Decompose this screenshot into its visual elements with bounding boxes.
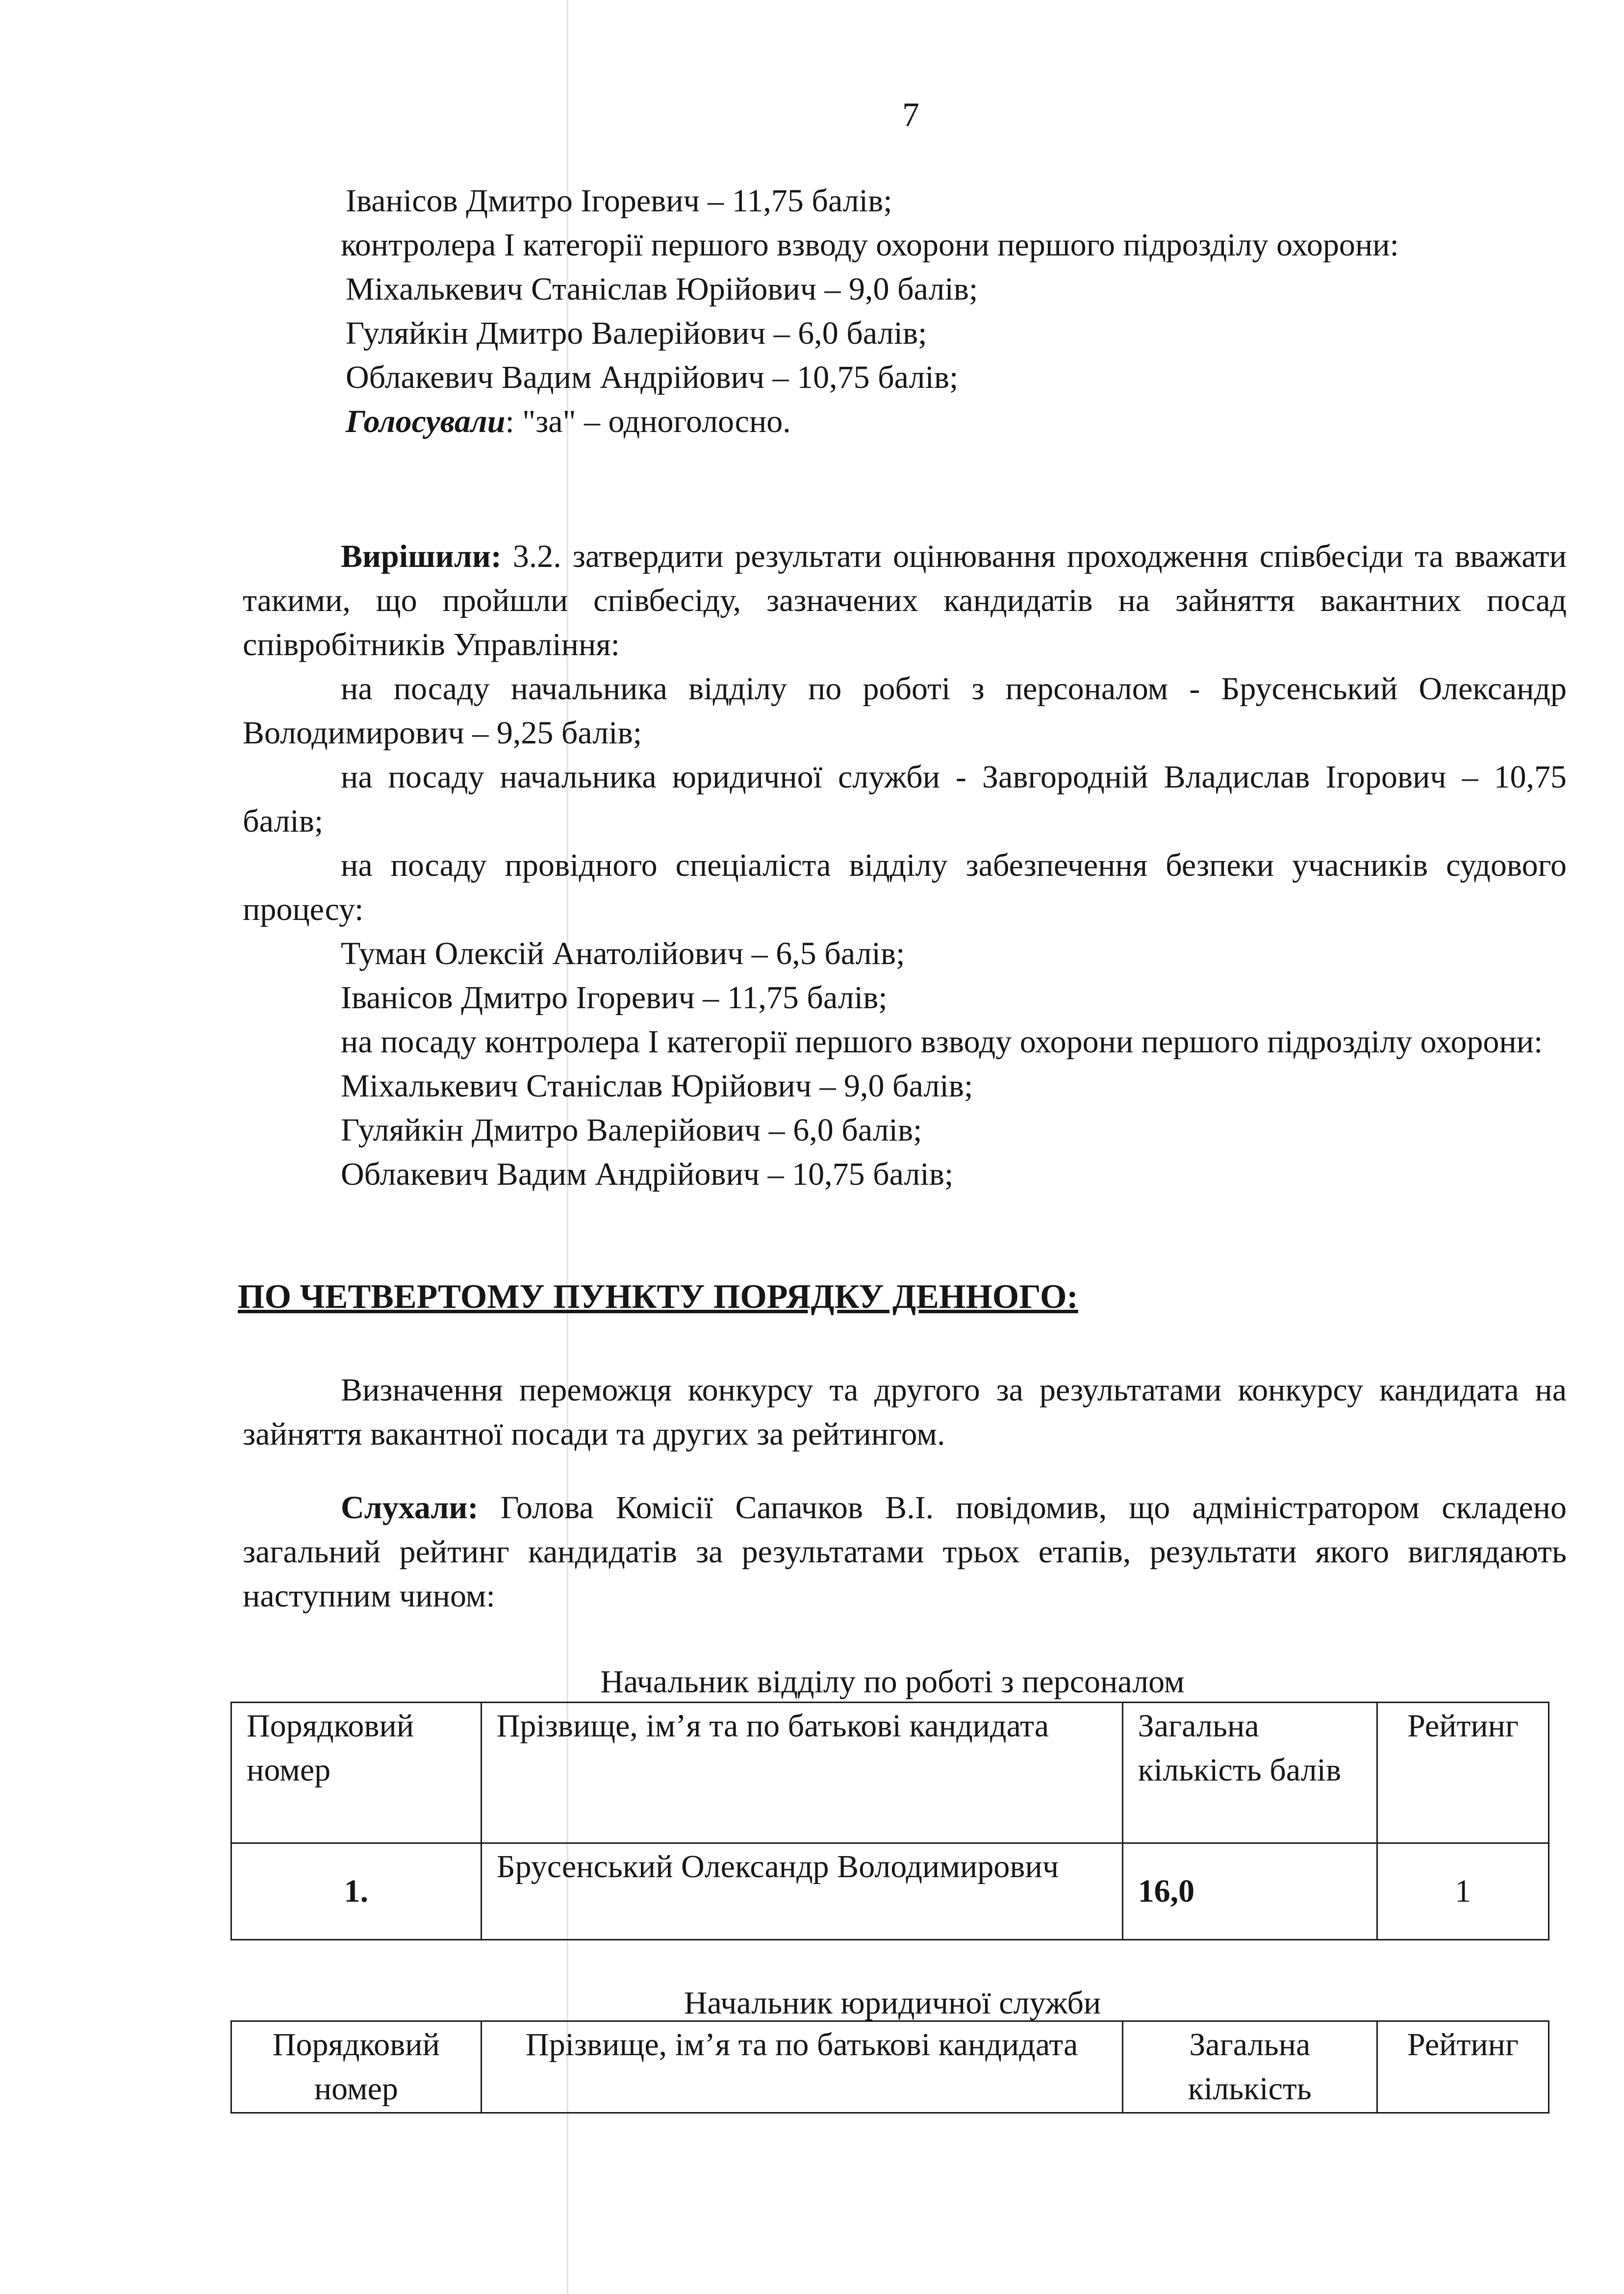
list-item: Облакевич Вадим Андрійович – 10,75 балів;: [346, 359, 959, 395]
vote-text: : "за" – одноголосно.: [505, 404, 791, 439]
vote-line: [243, 400, 1567, 444]
heard-block: [243, 1486, 1567, 1618]
position-intro: контролера І категорії першого взводу охорони першого підрозділу охорони:: [341, 227, 1399, 263]
list-item: Міхалькевич Станіслав Юрійович – 9,0 балів;: [341, 1068, 973, 1104]
table-caption: Начальник юридичної служби: [684, 1985, 1101, 2021]
section-heading: ПО ЧЕТВЕРТОМУ ПУНКТУ ПОРЯДКУ ДЕННОГО:: [238, 1278, 1078, 1316]
table-header-row: [231, 2021, 1549, 2113]
agenda-block: [243, 1368, 1567, 1456]
heard-paragraph: [243, 1486, 1567, 1618]
decision-item: на посаду начальника відділу по роботі з персоналом - Брусенський Олександр Володимирович – 9,25 балів;: [243, 671, 1567, 751]
cell-score: 16,0: [1122, 1843, 1377, 1940]
decision-paragraph: [243, 535, 1567, 667]
decision-text: 3.2. затвердити результати оцінювання проходження співбесіди та вважати такими, що пройшли співбесіду, зазначених кандидатів на зайняття вакантних посад співробітників Управління:: [243, 538, 1567, 663]
heard-label: Слухали:: [341, 1490, 479, 1526]
header-cell: Порядковий номер: [231, 2021, 482, 2113]
list-item: Облакевич Вадим Андрійович – 10,75 балів;: [341, 1156, 954, 1192]
cell-num: 1.: [231, 1843, 482, 1940]
header-cell: Загальна кількість балів: [1122, 1703, 1377, 1843]
header-cell: Загальна кількість: [1122, 2021, 1377, 2113]
list-item: Міхалькевич Станіслав Юрійович – 9,0 балів;: [346, 271, 978, 307]
header-cell: Прізвище, ім’я та по батькові кандидата: [481, 2021, 1122, 2113]
top-list: [243, 179, 1567, 444]
table-header-row: [231, 1703, 1549, 1843]
header-cell: Прізвище, ім’я та по батькові кандидата: [481, 1703, 1122, 1843]
cell-name: Брусенський Олександр Володимирович: [481, 1843, 1122, 1940]
list-item: Іванісов Дмитро Ігоревич – 11,75 балів;: [341, 980, 888, 1016]
rating-table-1: [230, 1702, 1549, 1940]
decision-label: Вирішили:: [341, 538, 502, 574]
vote-label: Голосували: [346, 404, 506, 439]
header-cell: Рейтинг: [1377, 2021, 1549, 2113]
table-caption: Начальник відділу по роботі з персоналом: [600, 1664, 1185, 1700]
list-item: Туман Олексій Анатолійович – 6,5 балів;: [341, 936, 905, 971]
decision-block: [243, 535, 1567, 1197]
list-item: Гуляйкін Дмитро Валерійович – 6,0 балів;: [341, 1112, 922, 1148]
decision-item: на посаду контролера І категорії першого взводу охорони першого підрозділу охорони:: [341, 1024, 1543, 1060]
list-item: Іванісов Дмитро Ігоревич – 11,75 балів;: [346, 183, 892, 219]
agenda-text: Визначення переможця конкурсу та другого за результатами конкурсу кандидата на зайняття вакантної посади та других за рейтингом.: [243, 1372, 1567, 1452]
header-cell: Рейтинг: [1377, 1703, 1549, 1843]
decision-item: на посаду начальника юридичної служби - Завгородній Владислав Ігорович – 10,75 балів;: [243, 759, 1567, 839]
rating-table-2: [230, 2020, 1549, 2114]
list-item: Гуляйкін Дмитро Валерійович – 6,0 балів;: [346, 315, 927, 351]
header-cell: Порядковий номер: [231, 1703, 482, 1843]
cell-rank: 1: [1377, 1843, 1549, 1940]
table-row: [231, 1843, 1549, 1940]
page-number: 7: [902, 96, 919, 134]
heard-text: Голова Комісії Сапачков В.І. повідомив, що адміністратором складено загальний рейтинг кандидатів за результатами трьох етапів, результати якого виглядають наступним чином:: [243, 1490, 1567, 1614]
decision-item: на посаду провідного спеціаліста відділу забезпечення безпеки учасників судового процесу:: [243, 847, 1567, 927]
